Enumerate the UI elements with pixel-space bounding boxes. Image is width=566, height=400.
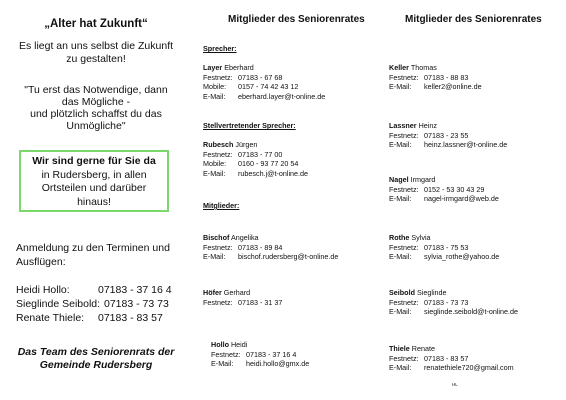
label: Mobile: — [203, 82, 227, 91]
member-entry — [203, 140, 308, 178]
member-firstname: Heinz — [418, 121, 437, 130]
label: Festnetz: — [211, 349, 241, 359]
value: 0152 - 53 30 43 29 — [424, 184, 485, 194]
value: 07183 - 88 83 — [424, 72, 469, 82]
member-entry — [389, 344, 514, 373]
member-firstname: Sieglinde — [416, 288, 447, 297]
label: Festnetz: — [389, 130, 419, 140]
deputy-label: Stellvertretender Sprecher: — [203, 121, 296, 130]
value: eberhard.layer@t-online.de — [238, 91, 326, 101]
label: E-Mail: — [389, 194, 412, 203]
member-entry — [389, 63, 482, 92]
value: 0160 - 93 77 20 54 — [238, 159, 299, 168]
label: Festnetz: — [203, 297, 233, 307]
member-firstname: Sylvia — [411, 233, 431, 242]
registration-line-2: Ausflügen: — [16, 256, 66, 268]
value: 07183 - 73 73 — [424, 297, 469, 307]
member-lastname: Keller — [389, 63, 409, 72]
availability-line-3: Ortsteilen und darüber — [41, 182, 147, 194]
label: E-Mail: — [211, 359, 234, 368]
slogan-title: „Alter hat Zukunft“ — [44, 18, 148, 30]
member-firstname: Eberhard — [224, 63, 254, 72]
member-entry — [389, 175, 499, 204]
contact-row — [16, 312, 163, 325]
member-entry — [203, 233, 338, 262]
label: Festnetz: — [203, 149, 233, 159]
registration-line-1: Anmeldung zu den Terminen und — [16, 242, 170, 254]
member-lastname: Hollo — [211, 340, 229, 349]
availability-box — [19, 150, 169, 212]
quote-line-1: "Tu erst das Notwendige, dann — [24, 84, 168, 96]
member-firstname: Renate — [411, 344, 435, 353]
quote-line-3: und plötzlich schaffst du das — [30, 108, 162, 120]
label: E-Mail: — [389, 252, 412, 261]
availability-line-2: in Rudersberg, in allen — [41, 168, 147, 181]
label: E-Mail: — [203, 252, 226, 261]
availability-heading: Wir sind gerne für Sie da — [32, 155, 156, 167]
value: 07183 - 77 00 — [238, 149, 283, 159]
team-line-2: Gemeinde Rudersberg — [39, 359, 153, 371]
member-firstname: Jürgen — [235, 140, 258, 149]
footer-mark: HL — [452, 382, 458, 387]
member-lastname: Nagel — [389, 175, 409, 184]
contact-row — [16, 284, 172, 297]
member-firstname: Thomas — [410, 63, 437, 72]
value: rubesch.j@t-online.de — [238, 168, 309, 178]
middle-heading: Mitglieder des Seniorenrates — [228, 14, 365, 25]
value: 07183 - 23 55 — [424, 130, 469, 140]
value: sieglinde.seibold@t-online.de — [424, 307, 519, 316]
contact-name: Sieglinde Seibold: — [16, 298, 101, 310]
label: Festnetz: — [203, 242, 233, 252]
value: 07183 - 37 16 4 — [246, 349, 297, 359]
value: 07183 - 83 57 — [424, 353, 469, 363]
value: 07183 - 75 53 — [424, 242, 469, 252]
members-label: Mitglieder: — [203, 201, 240, 210]
availability-line-4: hinaus! — [77, 195, 111, 208]
slogan-line-1: Es liegt an uns selbst die Zukunft — [18, 40, 174, 52]
value: heinz.lassner@t-online.de — [424, 140, 508, 149]
label: Festnetz: — [389, 353, 419, 363]
value: renatethiele720@gmail.com — [424, 363, 514, 372]
label: E-Mail: — [389, 82, 412, 91]
contact-name: Renate Thiele: — [16, 312, 85, 324]
contact-name: Heidi Hollo: — [16, 284, 70, 296]
member-lastname: Lassner — [389, 121, 417, 130]
label: Festnetz: — [389, 184, 419, 194]
slogan-line-2: zu gestalten! — [66, 53, 126, 65]
label: Mobile: — [203, 159, 227, 168]
value: sylvia_rothe@yahoo.de — [424, 252, 500, 261]
value: nagel-irmgard@web.de — [424, 194, 499, 203]
label: E-Mail: — [203, 91, 226, 101]
label: Festnetz: — [389, 242, 419, 252]
label: E-Mail: — [389, 140, 412, 149]
member-lastname: Bischof — [203, 233, 230, 242]
contact-phone: 07183 - 37 16 4 — [98, 284, 172, 296]
label: Festnetz: — [389, 297, 419, 307]
value: bischof.rudersberg@t-online.de — [238, 252, 339, 261]
right-heading: Mitglieder des Seniorenrates — [405, 14, 542, 25]
member-entry — [203, 63, 325, 101]
speaker-label: Sprecher: — [203, 44, 237, 53]
member-lastname: Höfer — [203, 288, 222, 297]
member-entry — [203, 288, 282, 307]
value: 0157 - 74 42 43 12 — [238, 82, 299, 91]
label: E-Mail: — [203, 168, 226, 178]
quote-line-4: Unmögliche" — [66, 120, 126, 132]
contact-row — [16, 298, 169, 311]
member-entry — [389, 233, 499, 262]
member-lastname: Layer — [203, 63, 223, 72]
member-firstname: Irmgard — [410, 175, 436, 184]
team-line-1: Das Team des Seniorenrats der — [17, 346, 175, 358]
member-firstname: Heidi — [230, 340, 248, 349]
member-entry — [211, 340, 309, 369]
value: 07183 - 31 37 — [238, 297, 283, 307]
contact-phone: 07183 - 73 73 — [104, 298, 169, 310]
member-lastname: Seibold — [389, 288, 415, 297]
member-entry — [389, 121, 507, 150]
value: keller2@online.de — [424, 82, 482, 91]
value: heidi.hollo@gmx.de — [246, 359, 310, 368]
label: E-Mail: — [389, 363, 412, 372]
value: 07183 - 89 84 — [238, 242, 283, 252]
contact-phone: 07183 - 83 57 — [98, 312, 163, 324]
value: 07183 - 67 68 — [238, 72, 283, 82]
member-firstname: Angelika — [230, 233, 259, 242]
label: Festnetz: — [389, 72, 419, 82]
member-lastname: Rubesch — [203, 140, 234, 149]
label: E-Mail: — [389, 307, 412, 316]
member-firstname: Gerhard — [223, 288, 251, 297]
member-lastname: Thiele — [389, 344, 410, 353]
member-entry — [389, 288, 518, 317]
label: Festnetz: — [203, 72, 233, 82]
quote-line-2: das Mögliche - — [61, 96, 131, 108]
member-lastname: Rothe — [389, 233, 410, 242]
